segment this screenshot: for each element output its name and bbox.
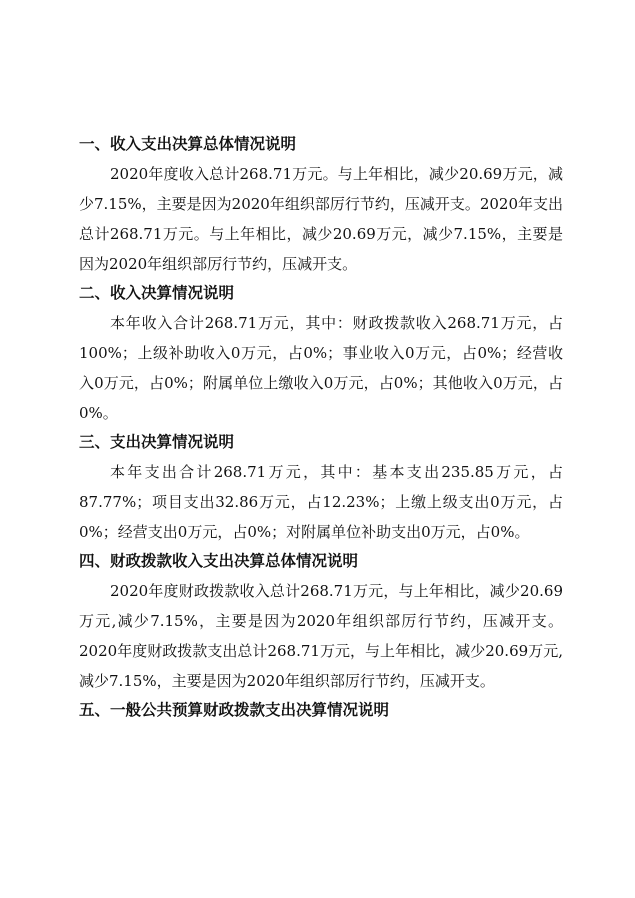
section-paragraph: 本年支出合计268.71万元，其中：基本支出235.85万元，占87.77%；项目支出32.86万元，占12.23%；上缴上级支出0万元，占0%；经营支出0万元，占0%；对附属单位补助支出0万元，占0%。 — [79, 463, 563, 541]
section-general-budget-expenditure — [79, 696, 563, 725]
section-income-expenditure-overview — [79, 130, 563, 279]
section-income-details — [79, 279, 563, 428]
section-heading: 一、收入支出决算总体情况说明 — [79, 135, 297, 153]
section-paragraph: 2020年度财政拨款收入总计268.71万元，与上年相比，减少20.69万元,减少7.15%，主要是因为2020年组织部厉行节约，压减开支。2020年度财政拨款支出总计268.71万元，与上年相比，减少20.69万元,减少7.15%，主要是因为2020年组织部厉行节约，压减开支。 — [79, 582, 563, 690]
section-heading: 五、一般公共预算财政拨款支出决算情况说明 — [79, 701, 390, 719]
section-heading: 二、收入决算情况说明 — [79, 284, 235, 302]
section-fiscal-allocation-overview — [79, 547, 563, 696]
document-content — [79, 130, 563, 725]
section-heading: 四、财政拨款收入支出决算总体情况说明 — [79, 552, 359, 570]
section-expenditure-details — [79, 428, 563, 547]
section-paragraph: 本年收入合计268.71万元，其中：财政拨款收入268.71万元，占100%；上级补助收入0万元，占0%；事业收入0万元，占0%；经营收入0万元，占0%；附属单位上缴收入0万元，占0%；其他收入0万元，占0%。 — [79, 314, 563, 422]
section-paragraph: 2020年度收入总计268.71万元。与上年相比，减少20.69万元，减少7.15%，主要是因为2020年组织部厉行节约，压减开支。2020年支出总计268.71万元。与上年相比，减少20.69万元，减少7.15%，主要是因为2020年组织部厉行节约，压减开支。 — [79, 165, 564, 273]
section-heading: 三、支出决算情况说明 — [79, 433, 235, 451]
